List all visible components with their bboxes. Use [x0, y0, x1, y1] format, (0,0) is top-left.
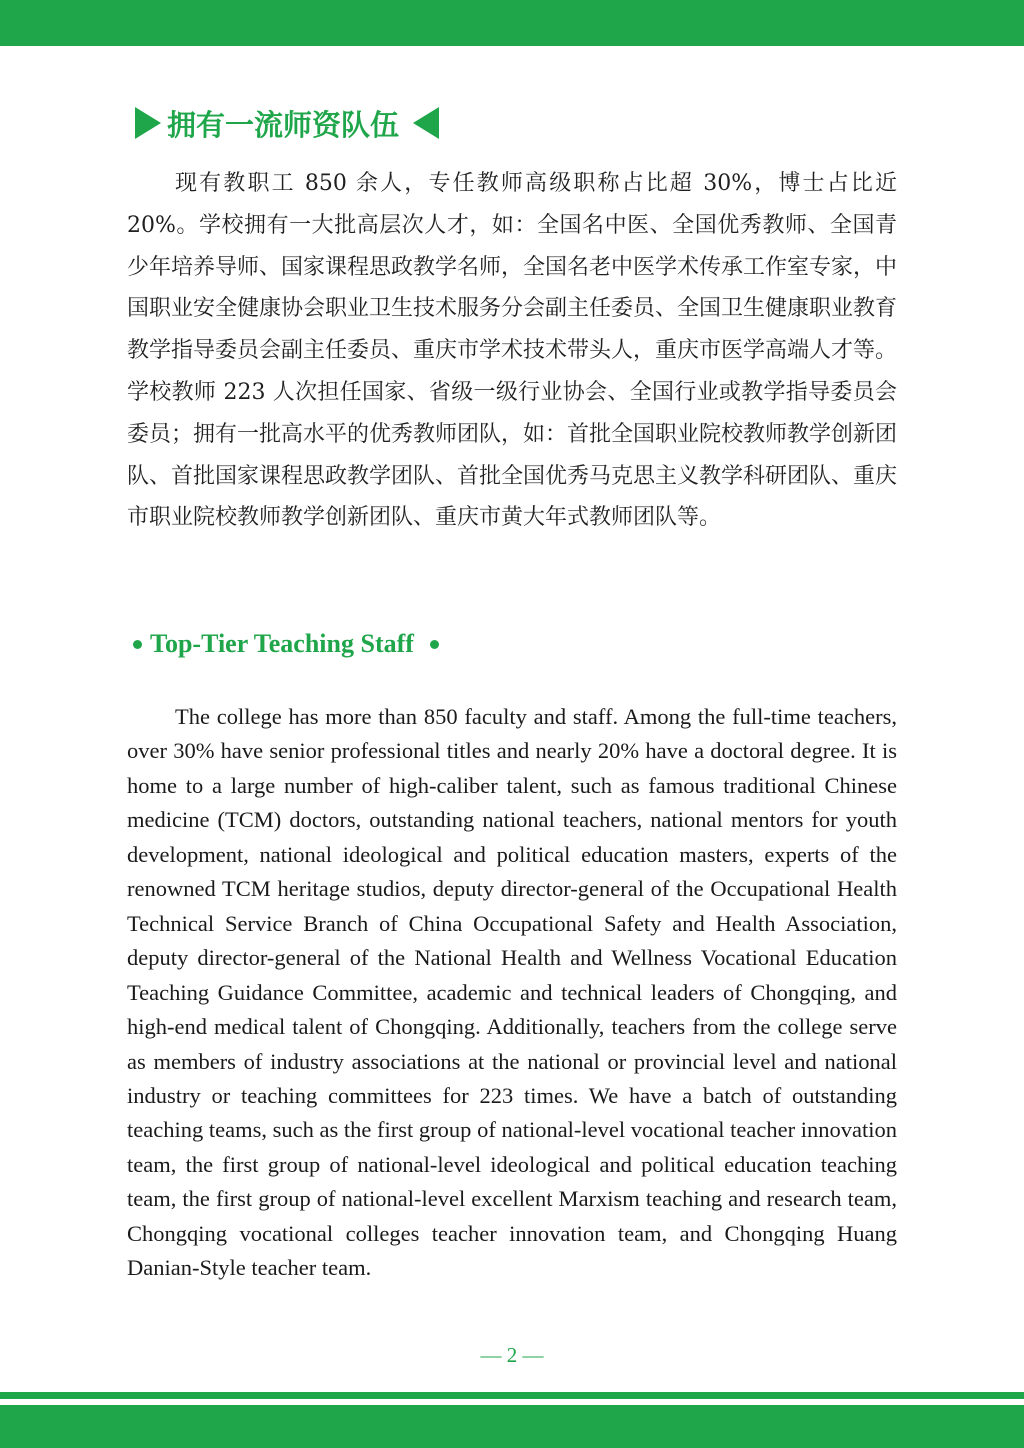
bullet-dot-icon — [133, 640, 142, 649]
en-section-paragraph: The college has more than 850 faculty and staff. Among the full-time teachers, over 30% have senior professional titles and nearly 20% have a doctoral degree. It is home to a large number of high-caliber talent, such as famous traditional Chinese medicine (TCM) doctors, outstanding national teachers, national mentors for youth development, national ideological and political education masters, experts of the renowned TCM heritage studios, deputy director-general of the Occupational Health Technical Service Branch of China Occupational Safety and Health Association, deputy director-general of the National Health and Wellness Vocational Education Teaching Guidance Committee, academic and technical leaders of Chongqing, and high-end medical talent of Chongqing. Additionally, teachers from the college serve as members of industry associations at the national or provincial level and national industry or teaching committees for 223 times. We have a batch of outstanding teaching teams, such as the first group of national-level vocational teacher innovation team, the first group of national-level ideological and political education teaching team, the first group of national-level excellent Marxism teaching and research team, Chongqing vocational colleges teacher innovation team, and Chongqing Huang Danian-Style teacher team. — [127, 704, 897, 1281]
cn-section-title: 拥有一流师资队伍 — [167, 107, 400, 142]
en-section-title: Top-Tier Teaching Staff — [150, 629, 414, 658]
cn-section-heading — [135, 100, 439, 146]
triangle-left-icon — [413, 107, 439, 139]
bottom-stripe — [0, 1392, 1024, 1399]
cn-section-paragraph: 现有教职工 850 余人，专任教师高级职称占比超 30%，博士占比近 20%。学校拥有一大批高层次人才，如：全国名中医、全国优秀教师、全国青少年培养导师、国家课程思政教学名师，全国名老中医学术传承工作室专家，中国职业安全健康协会职业卫生技术服务分会副主任委员、全国卫生健康职业教育教学指导委员会副主任委员、重庆市学术技术带头人，重庆市医学高端人才等。学校教师 223 人次担任国家、省级一级行业协会、全国行业或教学指导委员会委员；拥有一批高水平的优秀教师团队，如：首批全国职业院校教师教学创新团队、首批国家课程思政教学团队、首批全国优秀马克思主义教学科研团队、重庆市职业院校教师教学创新团队、重庆市黄大年式教师团队等。 — [127, 171, 898, 531]
bullet-dot-icon — [430, 640, 439, 649]
triangle-right-icon — [135, 107, 161, 139]
top-banner-bar — [0, 0, 1024, 46]
bottom-banner-bar — [0, 1405, 1024, 1448]
en-section-heading — [133, 624, 439, 664]
page-number: — 2 — — [480, 1343, 544, 1367]
